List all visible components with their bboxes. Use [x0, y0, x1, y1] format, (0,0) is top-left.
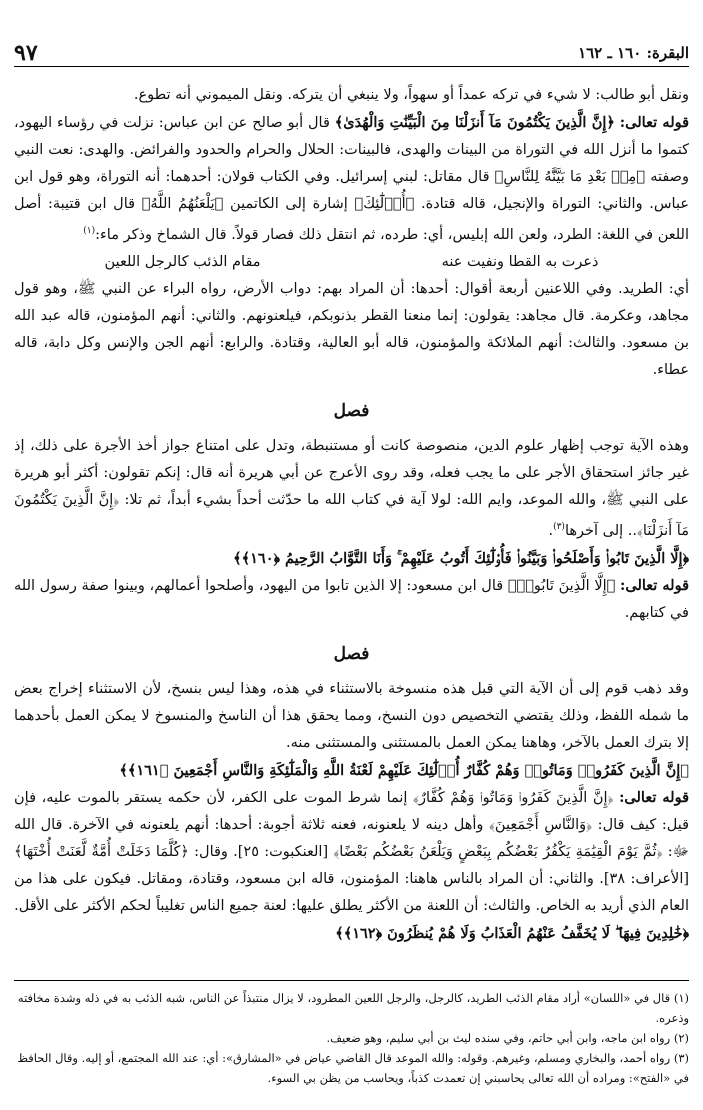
- footnotes: [14, 988, 689, 1088]
- main-text: [14, 82, 689, 947]
- paragraph-text: ﴿إِنَّ الَّذِينَ كَفَرُوا۟ وَمَاتُوا۟ وَهُمْ كُفَّارٌ﴾ إنما شرط الموت على الكفر، لأن حكمه يستقر بالموت عليه، فإن قيل: كيف قال: ﴿وَالنَّاسِ أَجْمَعِينَ﴾ وأهل دينه لا يلعنونه، فعنه ثلاثة أجوبة: أحدها: أنهم يلعنونه في الآخرة. قال الله ﷻ: ﴿ثُمَّ يَوْمَ الْقِيَٰمَةِ يَكْفُرُ بَعْضُكُم بِبَعْضٍ وَيَلْعَنُ بَعْضُكُم بَعْضًا﴾ [العنكبوت: ٢٥]. وقال: ﴿كُلَّمَا دَخَلَتْ أُمَّةٌ لَّعَنَتْ أُخْتَهَا﴾ [الأعراف: ٣٨]. والثاني: أن المراد بالناس هاهنا: المؤمنون، قاله ابن مسعود، وقتادة، ومقاتل. فيكون على هذا من العام الذي أريد به الخاص. والثالث: أن اللعنة من الأكثر يطلق عليها: لعنة جميع الناس تغليباً لحكم الأكثر على الأقل.: [14, 789, 690, 914]
- quran-quote: ﴿إِنَّ الَّذِينَ يَكْتُمُونَ مَآ أَنزَلْنَا مِنَ الْبَيِّنَٰتِ وَالْهُدَىٰ﴾: [334, 114, 615, 131]
- quran-verse: ﴿إِلَّا الَّذِينَ تَابُوا۟ وَأَصْلَحُوا۟ وَبَيَّنُوا۟ فَأُو۟لَٰٓئِكَ أَتُوبُ عَلَيْهِمْ ۚ وَأَنَا التَّوَّابُ الرَّحِيمُ ﴿١٦٠﴾﴾: [233, 549, 689, 567]
- footnote: (١) قال في «اللسان» أراد مقام الذئب الطريد، كالرجل، والرجل اللعين المطرود، لا يزال منتبذاً عن الناس، شبه الذئب به في ذله وشدة مخافته وذعره.: [17, 991, 689, 1025]
- running-title: البقرة: ١٦٠ ـ ١٦٢: [578, 44, 689, 62]
- page-header: [14, 40, 689, 66]
- paragraph: وهذه الآية توجب إظهار علوم الدين، منصوصة كانت أو مستنبطة، وتدل على امتناع جواز أخذ الأجرة على ذلك، إذ غير جائز استحقاق الأجر على ما يجب فعله، وقد روى الأعرج عن أبي هريرة أنه قال: إنكم تقولون: أكثر أبو هريرة على النبي ﷺ، والله الموعد، وايم الله: لولا آية في كتاب الله ما حدّثت أحداً بشيء أبداً، ثم تلا: ﴿إِنَّ الَّذِينَ يَكْتُمُونَ مَآ أَنزَلْنَا﴾.. إلى آخرها$^{(٣)}$.: [14, 437, 689, 539]
- label: قوله تعالى:: [620, 576, 690, 594]
- paragraph: ونقل أبو طالب: لا شيء في تركه عمداً أو سهواً، ولا ينبغي أن يتركه. ونقل الميموني أنه تطوع.: [133, 87, 689, 103]
- paragraph: [14, 784, 689, 920]
- paragraph: [14, 572, 689, 627]
- paragraph-text: ﴿إِلَّا الَّذِينَ تَابُوا۟﴾ قال ابن مسعود: إلا الذين تابوا من اليهود، وأصلحوا أعمالهم، وبينوا صفة رسول الله في كتابهم.: [14, 577, 689, 621]
- label: قوله تعالى:: [619, 788, 690, 806]
- paragraph: قوله تعالى: ﴿إِنَّ الَّذِينَ يَكْتُمُونَ مَآ أَنزَلْنَا مِنَ الْبَيِّنَٰتِ وَالْهُدَىٰ﴾ قال أبو صالح عن ابن عباس: نزلت في رؤساء اليهود، كتموا ما أنزل الله في التوراة من البينات والهدى، فالبينات: الحلال والحرام والحدود والفرائض. والهدى: نعت النبي وصفته ﴿مِنۢ بَعْدِ مَا بَيَّنَّٰهُ لِلنَّاسِ﴾ قال مقاتل: لبني إسرائيل. وفي الكتاب قولان: أحدهما: أنه التوراة، وهو قول ابن عباس. والثاني: التوراة والإنجيل، قاله قتادة. ﴿أُو۟لَٰٓئِكَ﴾ إشارة إلى الكاتمين ﴿يَلْعَنُهُمُ اللَّهُ﴾ قال ابن قتيبة: أصل اللعن في اللغة: الطرد، ولعن الله إبليس، أي: طرده، ثم انتقل ذلك فصار قولاً. قال الشماخ وذكر ماء:$^{(١)}$: [14, 114, 690, 243]
- poem-hemistich-right: ذعرت به القطا ونفيت عنه: [441, 253, 599, 270]
- poem-line: [14, 249, 689, 276]
- header-rule: [14, 66, 689, 67]
- poem-hemistich-left: مقام الذئب كالرجل اللعين: [104, 253, 261, 270]
- quran-verse: ﴿خَٰلِدِينَ فِيهَا ۖ لَا يُخَفَّفُ عَنْهُمُ الْعَذَابُ وَلَا هُمْ يُنظَرُونَ ﴿١٦٢﴾﴾: [335, 924, 689, 942]
- footnote: (٣) رواه أحمد، والبخاري ومسلم، وغيرهم. وقوله: والله الموعد قال القاضي عياض في «المشارق»: أي: عند الله المجتمع، أو إليه. وقال الحافظ في «الفتح»: ومراده أن الله تعالى يحاسبني إن تعمدت كذباً، ويحاسب من يظن بي السوء.: [17, 1051, 689, 1085]
- paragraph: وقد ذهب قوم إلى أن الآية التي قبل هذه منسوخة بالاستثناء في هذه، وهذا ليس بنسخ، لأن الاستثناء إخراج بعض ما شمله اللفظ، وذلك يقتضي التخصيص دون النسخ، ومما يحقق هذا أن الناسخ والمنسوخ لا يمكن العمل بأحدهما إلا بترك العمل بالآخر، وهاهنا يمكن العمل بالمستثنى والمستثنى منه.: [14, 680, 689, 751]
- section-heading: فصل: [333, 400, 370, 421]
- page-number: ٩٧: [14, 40, 38, 66]
- footnote-separator: [14, 980, 689, 981]
- quran-verse: ﴿إِنَّ الَّذِينَ كَفَرُوا۟ وَمَاتُوا۟ وَهُمْ كُفَّارٌ أُو۟لَٰٓئِكَ عَلَيْهِمْ لَعْنَةُ اللَّهِ وَالْمَلَٰٓئِكَةِ وَالنَّاسِ أَجْمَعِينَ ﴿١٦١﴾﴾: [119, 761, 689, 779]
- section-heading: فصل: [333, 643, 370, 664]
- footnote: (٢) رواه ابن ماجه، وابن أبي حاتم، وفي سنده ليث بن أبي سليم، وهو ضعيف.: [326, 1031, 689, 1045]
- label: قوله تعالى:: [619, 114, 690, 131]
- paragraph-text: قال أبو صالح عن ابن عباس: نزلت في رؤساء اليهود، كتموا ما أنزل الله في التوراة من البينات والهدى، فالبينات: الحلال والحرام والحدود والفرائض. والهدى: نعت النبي وصفته ﴿مِنۢ بَعْدِ مَا بَيَّنَّٰهُ لِلنَّاسِ﴾ قال مقاتل: لبني إسرائيل. وفي الكتاب قولان: أحدهما: أنه التوراة، وهو قول ابن عباس. والثاني: التوراة والإنجيل، قاله قتادة. ﴿أُو۟لَٰٓئِكَ﴾ إشارة إلى الكاتمين ﴿يَلْعَنُهُمُ اللَّهُ﴾ قال ابن قتيبة: أصل اللعن في اللغة: الطرد، ولعن الله إبليس، أي: طرده، ثم انتقل ذلك فصار قولاً. قال الشماخ وذكر ماء:: [14, 115, 689, 243]
- paragraph: أي: الطريد. وفي اللاعنين أربعة أقوال: أحدها: أن المراد بهم: دواب الأرض، رواه البراء عن النبي ﷺ، وهو قول مجاهد، وعكرمة. قال مجاهد: يقولون: إنما منعنا القطر بذنوبكم، فيلعنونهم. والثاني: أنهم المؤمنون، قاله عبد الله بن مسعود. والثالث: أنهم الملائكة والمؤمنون، قاله أبو العالية، وقتادة. والرابع: أنهم الجن والإنس وكل دابة، قاله عطاء.: [14, 280, 689, 378]
- paragraph-text: وهذه الآية توجب إظهار علوم الدين، منصوصة كانت أو مستنبطة، وتدل على امتناع جواز أخذ الأجرة على ذلك، إذ غير جائز استحقاق الأجر على ما يجب فعله، وقد روى الأعرج عن أبي هريرة أنه قال: إنكم تقولون: أكثر أبو هريرة على النبي ﷺ، والله الموعد، وايم الله: لولا آية في كتاب الله ما حدّثت أحداً بشيء أبداً، ثم تلا: ﴿إِنَّ الَّذِينَ يَكْتُمُونَ مَآ أَنزَلْنَا﴾.. إلى آخرها: [14, 437, 689, 539]
